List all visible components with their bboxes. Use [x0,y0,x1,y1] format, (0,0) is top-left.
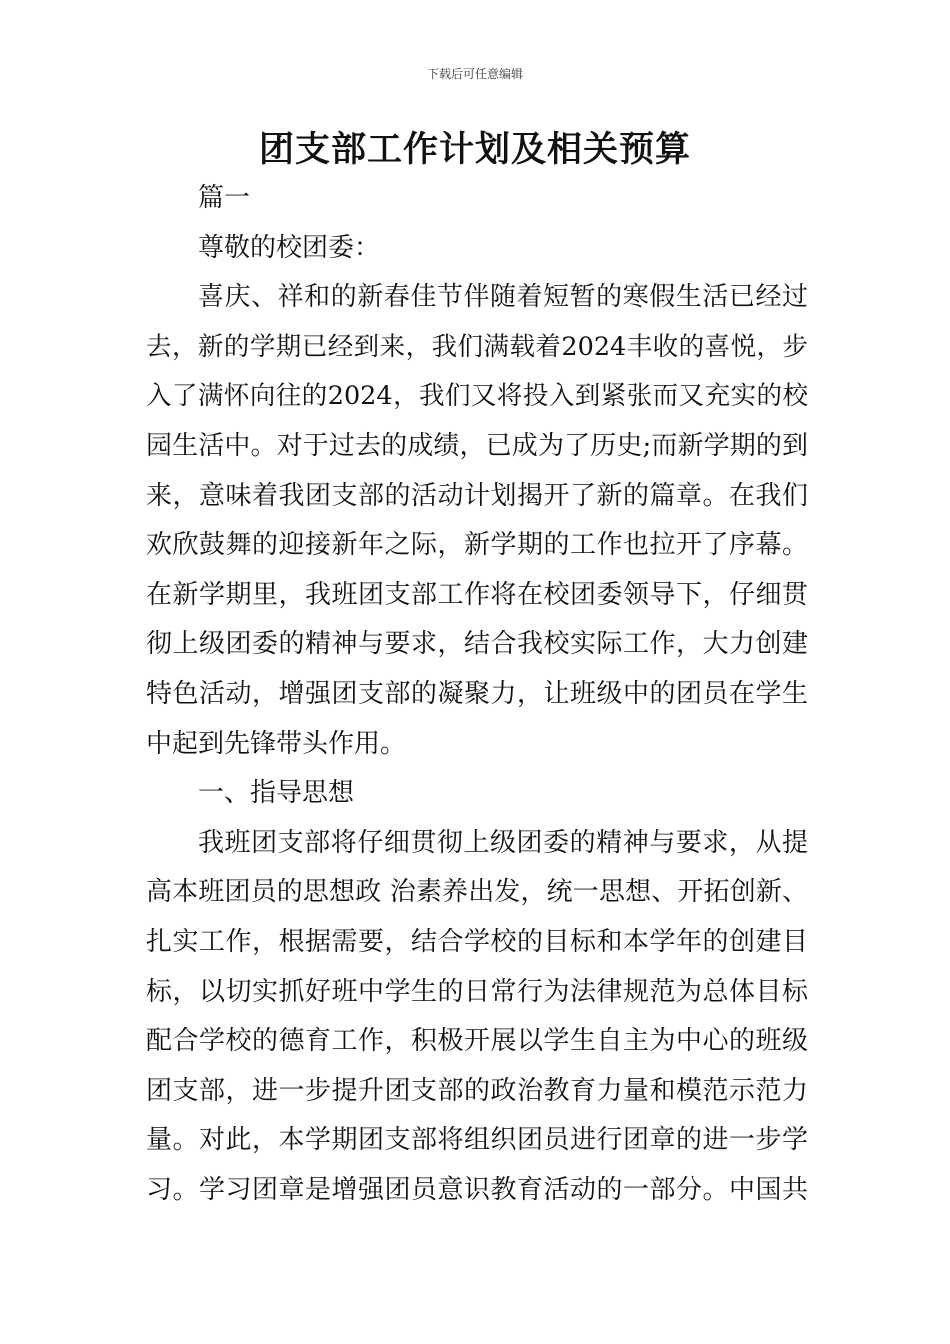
body-line: 特色活动，增强团支部的凝聚力，让班级中的团员在学生 [146,678,808,709]
body-line: 喜庆、祥和的新春佳节伴随着短暂的寒假生活已经过 [198,282,808,313]
body-line: 我班团支部将仔细贯彻上级团委的精神与要求，从提 [198,827,808,858]
document-body [146,174,808,1215]
body-line: 篇一 [198,183,251,213]
body-line: 来，意味着我团支部的活动计划揭开了新的篇章。在我们 [146,480,808,511]
document-title: 团支部工作计划及相关预算 [258,130,691,170]
body-line: 去，新的学期已经到来，我们满载着2024丰收的喜悦，步 [146,331,808,362]
body-line: 标，以切实抓好班中学生的日常行为法律规范为总体目标 [146,976,808,1007]
body-line: 中起到先锋带头作用。 [146,728,407,759]
header-note: 下载后可任意编辑 [426,67,523,81]
body-line: 扎实工作，根据需要，结合学校的目标和本学年的创建目 [146,926,808,957]
body-line: 入了满怀向往的2024，我们又将投入到紧张而又充实的校 [146,381,808,412]
body-line: 量。对此，本学期团支部将组织团员进行团章的进一步学 [146,1125,808,1156]
body-line: 团支部，进一步提升团支部的政治教育力量和模范示范力 [146,1075,808,1106]
body-line: 欢欣鼓舞的迎接新年之际，新学期的工作也拉开了序幕。 [146,530,808,561]
body-line: 在新学期里，我班团支部工作将在校团委领导下，仔细贯 [146,579,808,610]
body-line: 园生活中。对于过去的成绩，已成为了历史;而新学期的到 [146,430,808,461]
body-line: 配合学校的德育工作，积极开展以学生自主为中心的班级 [146,1026,808,1057]
body-line: 一、指导思想 [198,778,355,809]
body-line: 高本班团员的思想政 治素养出发，统一思想、开拓创新、 [146,877,808,908]
body-line: 彻上级团委的精神与要求，结合我校实际工作，大力创建 [146,629,808,660]
body-line: 尊敬的校团委： [198,232,381,263]
body-line: 习。学习团章是增强团员意识教育活动的一部分。中国共 [146,1174,808,1205]
